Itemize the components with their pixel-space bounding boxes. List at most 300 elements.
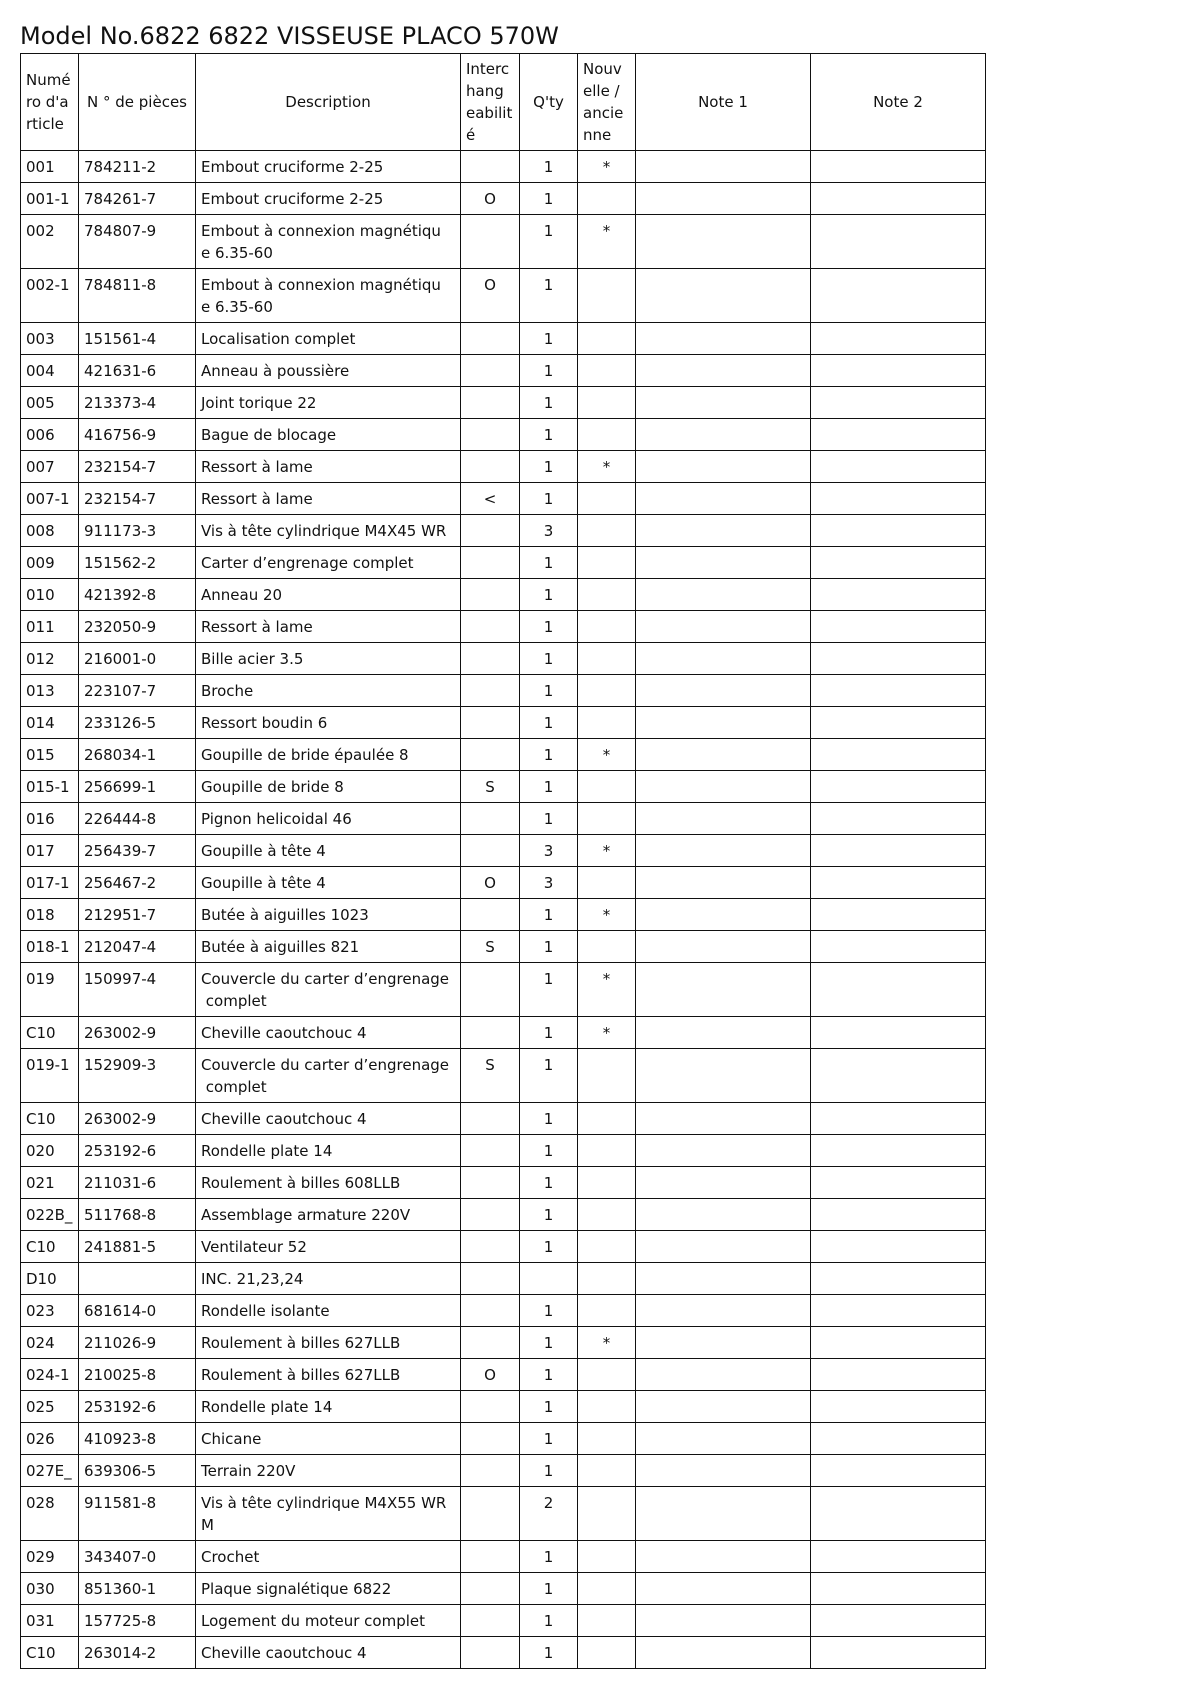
cell-interchangeability: [461, 1135, 520, 1167]
cell-interchangeability: [461, 675, 520, 707]
cell-qty: 1: [520, 675, 578, 707]
table-row: [21, 1199, 986, 1231]
cell-qty: 1: [520, 1231, 578, 1263]
table-row: [21, 675, 986, 707]
cell-new-old: [578, 579, 636, 611]
cell-qty: 1: [520, 1541, 578, 1573]
cell-interchangeability: [461, 803, 520, 835]
cell-note1: [636, 547, 811, 579]
cell-note1: [636, 215, 811, 269]
cell-description: Rondelle isolante: [196, 1295, 461, 1327]
cell-qty: 1: [520, 183, 578, 215]
cell-item-no: 022B_: [21, 1199, 79, 1231]
table-row: [21, 835, 986, 867]
cell-note2: [811, 1017, 986, 1049]
cell-item-no: 007-1: [21, 483, 79, 515]
cell-note2: [811, 899, 986, 931]
cell-note1: [636, 483, 811, 515]
cell-new-old: *: [578, 451, 636, 483]
cell-note1: [636, 1199, 811, 1231]
cell-new-old: *: [578, 899, 636, 931]
cell-interchangeability: [461, 1103, 520, 1135]
cell-item-no: C10: [21, 1637, 79, 1669]
cell-item-no: 031: [21, 1605, 79, 1637]
cell-new-old: *: [578, 151, 636, 183]
cell-item-no: 001-1: [21, 183, 79, 215]
cell-part-no: 232050-9: [79, 611, 196, 643]
cell-note2: [811, 1487, 986, 1541]
cell-note1: [636, 771, 811, 803]
cell-new-old: [578, 1263, 636, 1295]
cell-description: Goupille de bride épaulée 8: [196, 739, 461, 771]
cell-part-no: 784211-2: [79, 151, 196, 183]
table-row: [21, 1017, 986, 1049]
cell-note2: [811, 387, 986, 419]
cell-item-no: 010: [21, 579, 79, 611]
cell-interchangeability: [461, 835, 520, 867]
cell-note2: [811, 739, 986, 771]
cell-part-no: 784261-7: [79, 183, 196, 215]
cell-note1: [636, 1423, 811, 1455]
cell-note1: [636, 1135, 811, 1167]
cell-item-no: 028: [21, 1487, 79, 1541]
cell-part-no: 253192-6: [79, 1391, 196, 1423]
cell-qty: 1: [520, 963, 578, 1017]
cell-new-old: [578, 1391, 636, 1423]
cell-interchangeability: <: [461, 483, 520, 515]
cell-note2: [811, 419, 986, 451]
cell-interchangeability: [461, 1423, 520, 1455]
cell-qty: 1: [520, 1103, 578, 1135]
cell-note2: [811, 151, 986, 183]
cell-new-old: [578, 1359, 636, 1391]
cell-item-no: 023: [21, 1295, 79, 1327]
parts-table: [20, 53, 986, 1669]
cell-note2: [811, 1359, 986, 1391]
cell-part-no: 421631-6: [79, 355, 196, 387]
cell-new-old: [578, 269, 636, 323]
cell-qty: 1: [520, 739, 578, 771]
cell-item-no: 024-1: [21, 1359, 79, 1391]
cell-description: Anneau à poussière: [196, 355, 461, 387]
cell-description: Embout à connexion magnétiqu e 6.35-60: [196, 269, 461, 323]
cell-new-old: [578, 483, 636, 515]
cell-description: Carter d’engrenage complet: [196, 547, 461, 579]
cell-item-no: 002-1: [21, 269, 79, 323]
cell-description: Goupille à tête 4: [196, 835, 461, 867]
cell-new-old: [578, 1049, 636, 1103]
table-row: [21, 151, 986, 183]
cell-note1: [636, 931, 811, 963]
cell-qty: 1: [520, 899, 578, 931]
cell-new-old: *: [578, 1017, 636, 1049]
cell-description: Ressort à lame: [196, 451, 461, 483]
cell-description: Goupille de bride 8: [196, 771, 461, 803]
cell-note2: [811, 1103, 986, 1135]
cell-interchangeability: [461, 963, 520, 1017]
cell-note1: [636, 579, 811, 611]
cell-interchangeability: S: [461, 931, 520, 963]
cell-interchangeability: O: [461, 1359, 520, 1391]
cell-part-no: 212951-7: [79, 899, 196, 931]
cell-new-old: [578, 1541, 636, 1573]
cell-part-no: 343407-0: [79, 1541, 196, 1573]
cell-part-no: 416756-9: [79, 419, 196, 451]
table-row: [21, 269, 986, 323]
cell-new-old: [578, 1135, 636, 1167]
cell-note1: [636, 1391, 811, 1423]
header-qty: Q'ty: [520, 54, 578, 151]
table-row: [21, 183, 986, 215]
table-row: [21, 547, 986, 579]
cell-part-no: 223107-7: [79, 675, 196, 707]
cell-interchangeability: S: [461, 771, 520, 803]
cell-description: Rondelle plate 14: [196, 1391, 461, 1423]
page-title: Model No.6822 6822 VISSEUSE PLACO 570W: [20, 22, 559, 50]
cell-interchangeability: [461, 1231, 520, 1263]
cell-note1: [636, 1167, 811, 1199]
cell-note1: [636, 675, 811, 707]
cell-new-old: [578, 1573, 636, 1605]
cell-description: Cheville caoutchouc 4: [196, 1637, 461, 1669]
cell-new-old: [578, 643, 636, 675]
cell-new-old: [578, 1167, 636, 1199]
cell-description: Terrain 220V: [196, 1455, 461, 1487]
cell-part-no: 157725-8: [79, 1605, 196, 1637]
cell-new-old: [578, 1199, 636, 1231]
cell-note2: [811, 643, 986, 675]
cell-item-no: C10: [21, 1231, 79, 1263]
cell-note1: [636, 151, 811, 183]
cell-note1: [636, 1359, 811, 1391]
cell-part-no: 210025-8: [79, 1359, 196, 1391]
cell-description: Butée à aiguilles 1023: [196, 899, 461, 931]
cell-interchangeability: [461, 579, 520, 611]
cell-interchangeability: O: [461, 867, 520, 899]
cell-interchangeability: [461, 547, 520, 579]
cell-new-old: [578, 419, 636, 451]
cell-note1: [636, 1103, 811, 1135]
cell-item-no: 008: [21, 515, 79, 547]
cell-description: Roulement à billes 627LLB: [196, 1327, 461, 1359]
cell-description: Anneau 20: [196, 579, 461, 611]
cell-interchangeability: [461, 419, 520, 451]
cell-note2: [811, 867, 986, 899]
cell-note1: [636, 899, 811, 931]
cell-note1: [636, 1637, 811, 1669]
cell-note1: [636, 835, 811, 867]
cell-interchangeability: O: [461, 269, 520, 323]
cell-qty: [520, 1263, 578, 1295]
cell-interchangeability: [461, 323, 520, 355]
cell-note1: [636, 269, 811, 323]
cell-qty: 1: [520, 1637, 578, 1669]
cell-description: Localisation complet: [196, 323, 461, 355]
cell-note1: [636, 611, 811, 643]
cell-note2: [811, 675, 986, 707]
header-interchangeability: Interc hang eabilit é: [461, 54, 520, 151]
cell-new-old: [578, 515, 636, 547]
cell-part-no: 232154-7: [79, 483, 196, 515]
table-row: [21, 579, 986, 611]
cell-item-no: C10: [21, 1017, 79, 1049]
cell-item-no: 006: [21, 419, 79, 451]
cell-qty: 1: [520, 803, 578, 835]
table-row: [21, 931, 986, 963]
cell-description: Embout à connexion magnétiqu e 6.35-60: [196, 215, 461, 269]
cell-note1: [636, 387, 811, 419]
cell-description: Ressort à lame: [196, 611, 461, 643]
cell-new-old: [578, 931, 636, 963]
table-row: [21, 1359, 986, 1391]
cell-part-no: 410923-8: [79, 1423, 196, 1455]
cell-interchangeability: [461, 1487, 520, 1541]
cell-item-no: 030: [21, 1573, 79, 1605]
cell-note2: [811, 1391, 986, 1423]
cell-note1: [636, 1573, 811, 1605]
cell-item-no: 003: [21, 323, 79, 355]
cell-note1: [636, 1263, 811, 1295]
cell-note2: [811, 269, 986, 323]
cell-item-no: 020: [21, 1135, 79, 1167]
cell-new-old: *: [578, 963, 636, 1017]
cell-part-no: 152909-3: [79, 1049, 196, 1103]
cell-qty: 1: [520, 355, 578, 387]
cell-new-old: *: [578, 215, 636, 269]
cell-qty: 1: [520, 579, 578, 611]
cell-note1: [636, 739, 811, 771]
cell-item-no: 004: [21, 355, 79, 387]
table-row: [21, 1049, 986, 1103]
cell-item-no: 016: [21, 803, 79, 835]
table-row: [21, 1455, 986, 1487]
cell-qty: 1: [520, 151, 578, 183]
cell-description: Broche: [196, 675, 461, 707]
cell-part-no: 151562-2: [79, 547, 196, 579]
cell-part-no: 681614-0: [79, 1295, 196, 1327]
cell-note1: [636, 1487, 811, 1541]
cell-item-no: C10: [21, 1103, 79, 1135]
cell-item-no: 013: [21, 675, 79, 707]
cell-item-no: 026: [21, 1423, 79, 1455]
table-row: [21, 771, 986, 803]
cell-part-no: 911581-8: [79, 1487, 196, 1541]
cell-interchangeability: [461, 1391, 520, 1423]
cell-interchangeability: [461, 739, 520, 771]
cell-item-no: 019-1: [21, 1049, 79, 1103]
cell-note2: [811, 931, 986, 963]
cell-note2: [811, 579, 986, 611]
cell-interchangeability: [461, 1637, 520, 1669]
cell-part-no: 213373-4: [79, 387, 196, 419]
cell-note1: [636, 451, 811, 483]
cell-new-old: [578, 1487, 636, 1541]
cell-description: Cheville caoutchouc 4: [196, 1103, 461, 1135]
cell-qty: 1: [520, 323, 578, 355]
cell-qty: 1: [520, 1295, 578, 1327]
cell-interchangeability: [461, 1199, 520, 1231]
header-note2: Note 2: [811, 54, 986, 151]
cell-note2: [811, 1049, 986, 1103]
cell-new-old: [578, 611, 636, 643]
cell-note2: [811, 771, 986, 803]
cell-description: Logement du moteur complet: [196, 1605, 461, 1637]
cell-note2: [811, 355, 986, 387]
cell-new-old: [578, 803, 636, 835]
cell-part-no: 784807-9: [79, 215, 196, 269]
cell-part-no: 511768-8: [79, 1199, 196, 1231]
cell-item-no: 012: [21, 643, 79, 675]
cell-new-old: [578, 183, 636, 215]
cell-note2: [811, 1455, 986, 1487]
cell-part-no: 263002-9: [79, 1103, 196, 1135]
cell-note2: [811, 1295, 986, 1327]
cell-qty: 1: [520, 1135, 578, 1167]
cell-part-no: 784811-8: [79, 269, 196, 323]
cell-qty: 1: [520, 1391, 578, 1423]
cell-note1: [636, 803, 811, 835]
cell-description: Vis à tête cylindrique M4X45 WR: [196, 515, 461, 547]
cell-description: INC. 21,23,24: [196, 1263, 461, 1295]
cell-part-no: [79, 1263, 196, 1295]
cell-new-old: [578, 1637, 636, 1669]
cell-item-no: 017: [21, 835, 79, 867]
cell-qty: 3: [520, 835, 578, 867]
cell-interchangeability: [461, 899, 520, 931]
cell-interchangeability: [461, 1167, 520, 1199]
cell-interchangeability: [461, 611, 520, 643]
cell-qty: 2: [520, 1487, 578, 1541]
cell-note2: [811, 1135, 986, 1167]
cell-qty: 1: [520, 547, 578, 579]
table-row: [21, 803, 986, 835]
header-part-no: N ° de pièces: [79, 54, 196, 151]
table-row: [21, 483, 986, 515]
cell-note2: [811, 1541, 986, 1573]
cell-interchangeability: [461, 355, 520, 387]
cell-interchangeability: [461, 1327, 520, 1359]
cell-description: Couvercle du carter d’engrenage complet: [196, 1049, 461, 1103]
table-row: [21, 867, 986, 899]
cell-part-no: 253192-6: [79, 1135, 196, 1167]
cell-note2: [811, 1423, 986, 1455]
cell-interchangeability: [461, 215, 520, 269]
cell-interchangeability: [461, 1017, 520, 1049]
table-row: [21, 419, 986, 451]
cell-description: Rondelle plate 14: [196, 1135, 461, 1167]
cell-description: Plaque signalétique 6822: [196, 1573, 461, 1605]
cell-part-no: 639306-5: [79, 1455, 196, 1487]
cell-description: Vis à tête cylindrique M4X55 WR M: [196, 1487, 461, 1541]
cell-note1: [636, 1541, 811, 1573]
cell-interchangeability: S: [461, 1049, 520, 1103]
cell-interchangeability: [461, 151, 520, 183]
table-row: [21, 387, 986, 419]
cell-item-no: 024: [21, 1327, 79, 1359]
cell-item-no: 017-1: [21, 867, 79, 899]
cell-new-old: [578, 1103, 636, 1135]
cell-interchangeability: [461, 515, 520, 547]
cell-qty: 1: [520, 643, 578, 675]
cell-interchangeability: [461, 643, 520, 675]
table-row: [21, 1487, 986, 1541]
cell-qty: 1: [520, 1605, 578, 1637]
cell-part-no: 263014-2: [79, 1637, 196, 1669]
cell-description: Chicane: [196, 1423, 461, 1455]
cell-qty: 1: [520, 387, 578, 419]
cell-note1: [636, 963, 811, 1017]
cell-item-no: 015: [21, 739, 79, 771]
cell-part-no: 233126-5: [79, 707, 196, 739]
table-row: [21, 1327, 986, 1359]
cell-note2: [811, 483, 986, 515]
cell-new-old: [578, 707, 636, 739]
table-row: [21, 1541, 986, 1573]
cell-note1: [636, 515, 811, 547]
cell-new-old: [578, 547, 636, 579]
cell-part-no: 212047-4: [79, 931, 196, 963]
cell-new-old: *: [578, 835, 636, 867]
header-new-old: Nouv elle / ancie nne: [578, 54, 636, 151]
cell-interchangeability: [461, 707, 520, 739]
cell-part-no: 150997-4: [79, 963, 196, 1017]
cell-note1: [636, 1049, 811, 1103]
cell-description: Embout cruciforme 2-25: [196, 183, 461, 215]
cell-description: Ventilateur 52: [196, 1231, 461, 1263]
cell-description: Bague de blocage: [196, 419, 461, 451]
cell-description: Butée à aiguilles 821: [196, 931, 461, 963]
cell-part-no: 256467-2: [79, 867, 196, 899]
table-row: [21, 643, 986, 675]
table-row: [21, 1135, 986, 1167]
cell-qty: 1: [520, 451, 578, 483]
cell-qty: 1: [520, 1017, 578, 1049]
cell-qty: 1: [520, 611, 578, 643]
table-row: [21, 1391, 986, 1423]
cell-part-no: 232154-7: [79, 451, 196, 483]
cell-item-no: 019: [21, 963, 79, 1017]
cell-qty: 1: [520, 1573, 578, 1605]
cell-description: Couvercle du carter d’engrenage complet: [196, 963, 461, 1017]
cell-note2: [811, 323, 986, 355]
cell-item-no: 009: [21, 547, 79, 579]
cell-note1: [636, 707, 811, 739]
cell-new-old: [578, 1295, 636, 1327]
cell-note2: [811, 835, 986, 867]
cell-note1: [636, 323, 811, 355]
cell-qty: 1: [520, 771, 578, 803]
cell-new-old: [578, 1605, 636, 1637]
cell-qty: 1: [520, 1455, 578, 1487]
cell-new-old: [578, 355, 636, 387]
cell-description: Joint torique 22: [196, 387, 461, 419]
table-row: [21, 1167, 986, 1199]
cell-part-no: 268034-1: [79, 739, 196, 771]
table-row: [21, 707, 986, 739]
cell-qty: 1: [520, 483, 578, 515]
cell-qty: 1: [520, 1423, 578, 1455]
cell-part-no: 241881-5: [79, 1231, 196, 1263]
table-row: [21, 899, 986, 931]
cell-qty: 3: [520, 867, 578, 899]
cell-item-no: 007: [21, 451, 79, 483]
cell-new-old: [578, 867, 636, 899]
cell-note2: [811, 1231, 986, 1263]
table-row: [21, 1637, 986, 1669]
cell-part-no: 151561-4: [79, 323, 196, 355]
cell-qty: 1: [520, 269, 578, 323]
cell-item-no: 027E_: [21, 1455, 79, 1487]
